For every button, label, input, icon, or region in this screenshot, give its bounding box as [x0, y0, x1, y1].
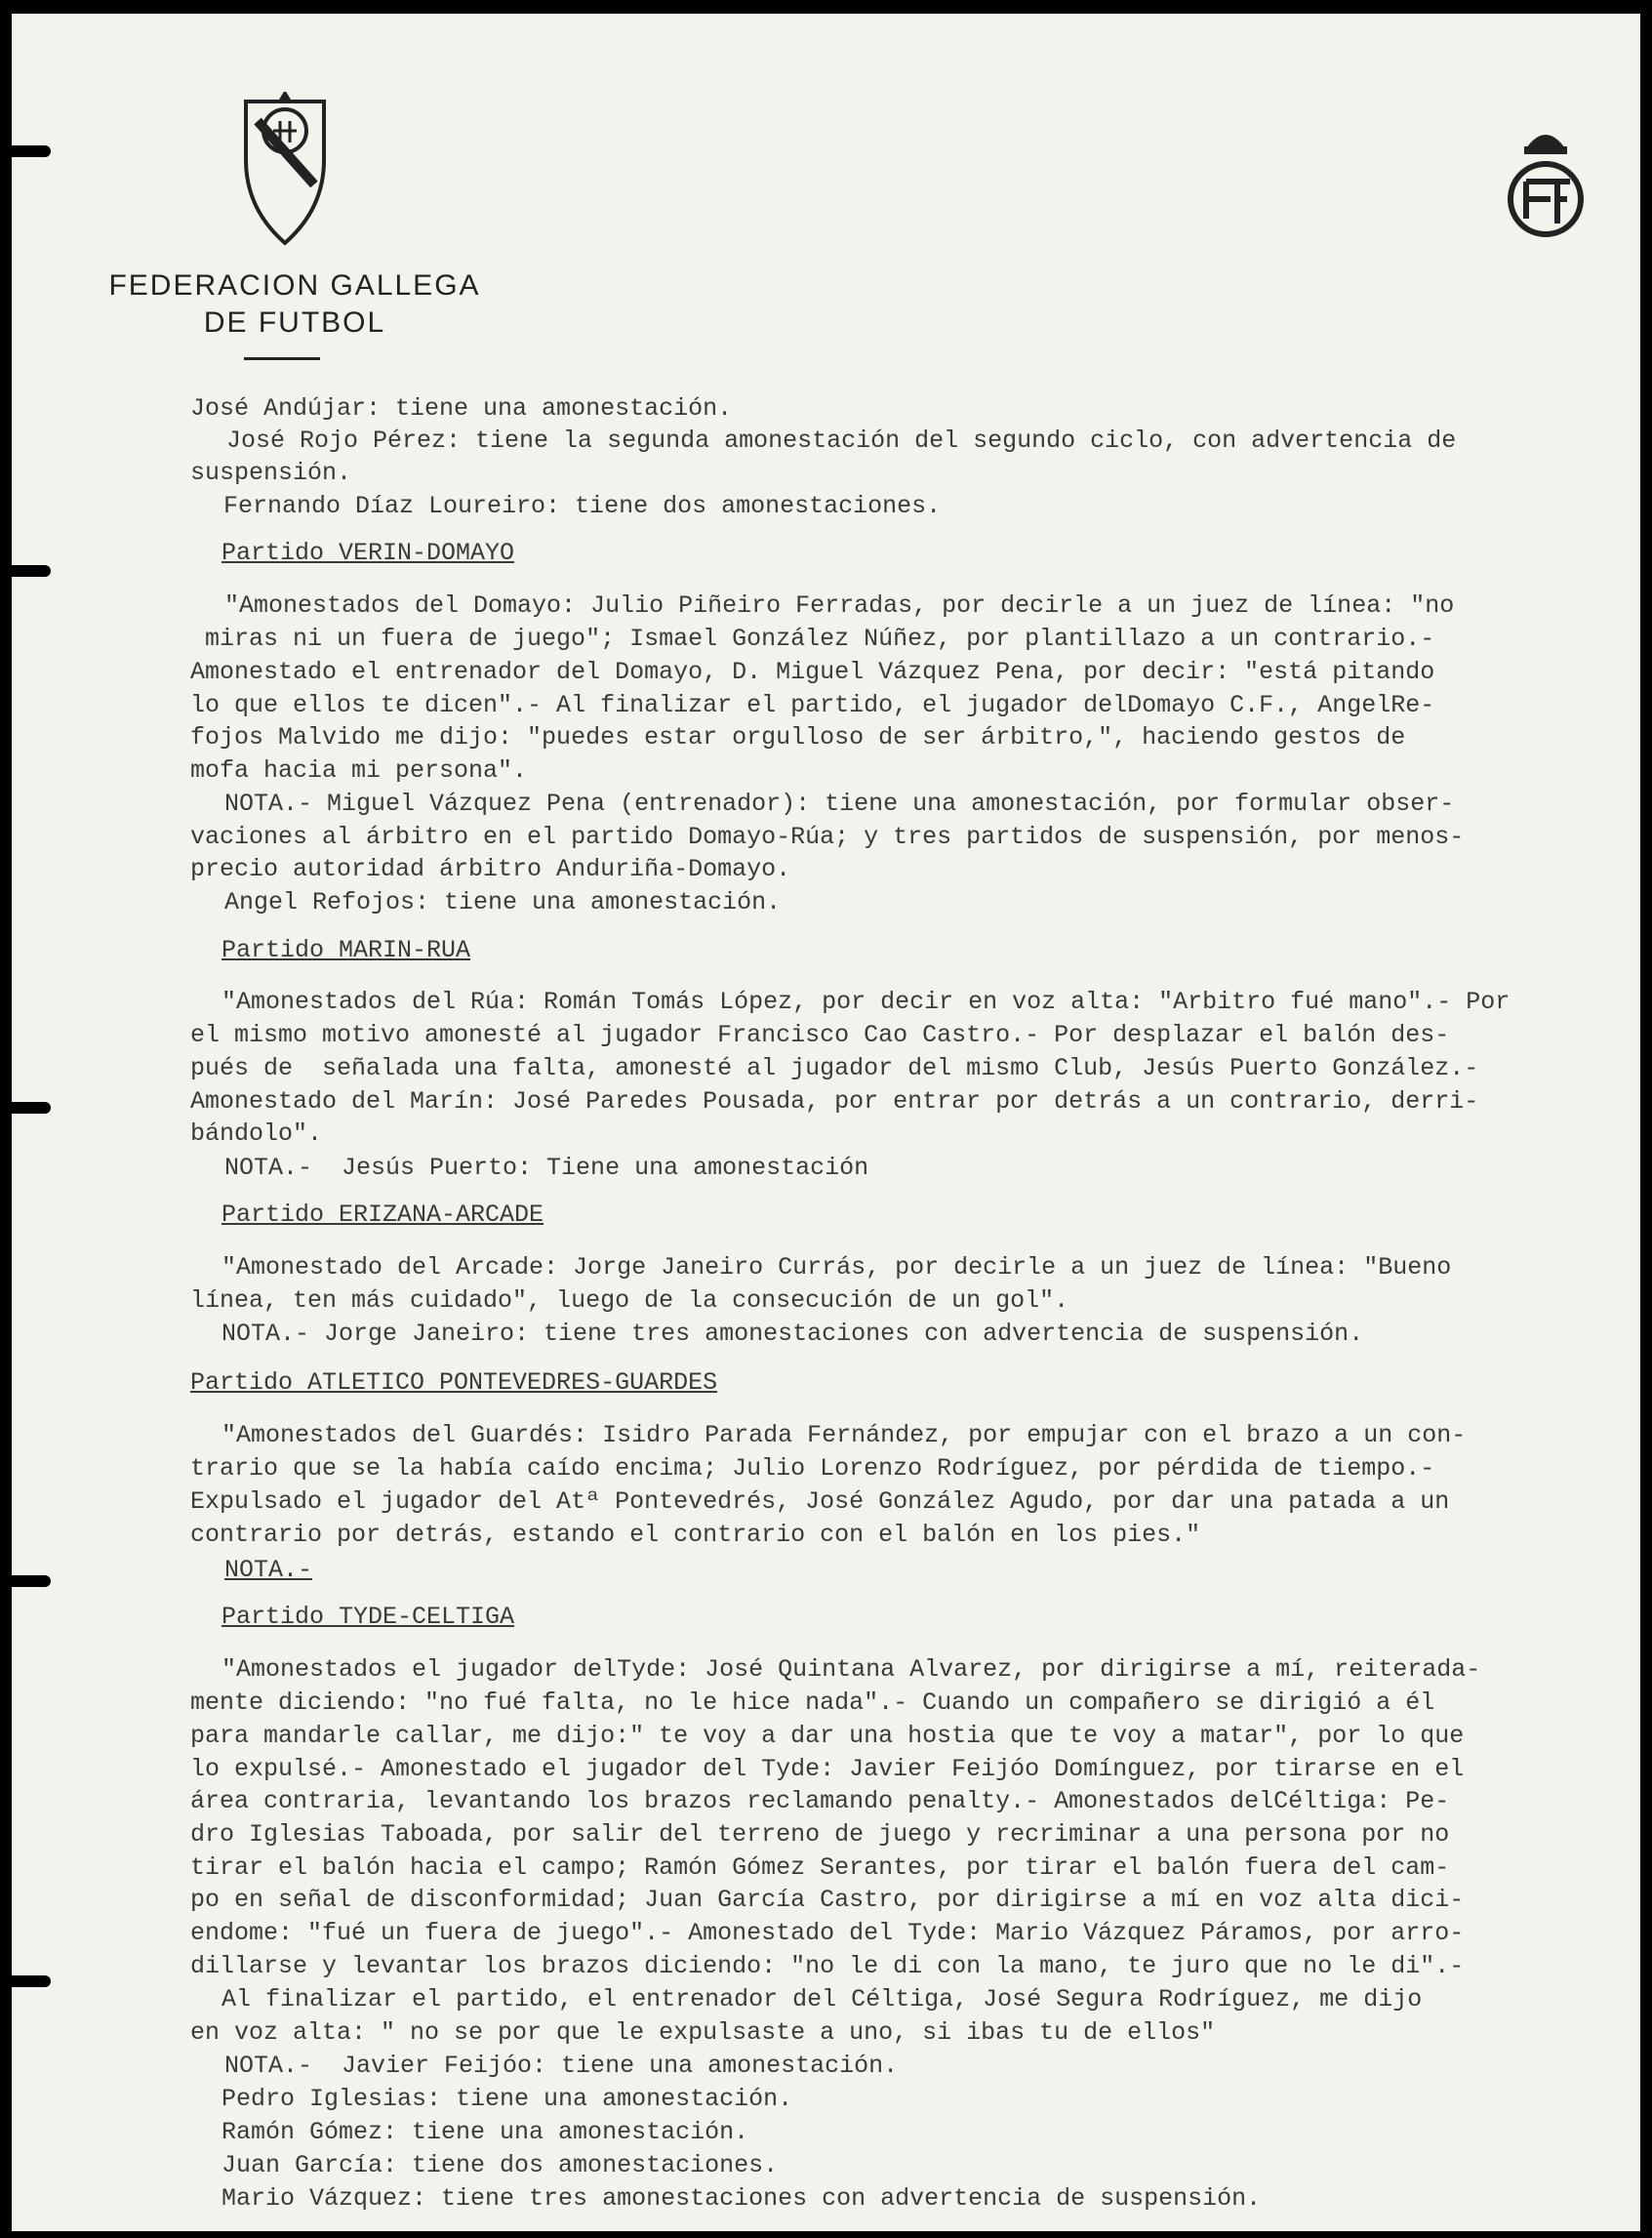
text-line: mofa hacia mi persona". [190, 756, 528, 785]
text-line: lo que ellos te dicen".- Al finalizar el partido, el jugador delDomayo C.F., AngelRe- [190, 691, 1435, 719]
text-line: precio autoridad árbitro Anduriña-Domayo. [190, 855, 791, 883]
text-line: Fernando Díaz Loureiro: tiene dos amonestaciones. [223, 492, 942, 520]
text-line: dillarse y levantar los brazos diciendo: "no le di con la mano, te juro que no le di".- [190, 1952, 1465, 1980]
text-line: Ramón Gómez: tiene una amonestación. [222, 2118, 749, 2146]
text-line: Al finalizar el partido, el entrenador del Céltiga, José Segura Rodríguez, me dijo [222, 1985, 1423, 2014]
text-line: Juan García: tiene dos amonestaciones. [222, 2151, 779, 2179]
text-line: bándolo". [190, 1119, 323, 1148]
organization-name-line2: DE FUTBOL [203, 306, 386, 339]
organization-name-line1: FEDERACION GALLEGA [108, 269, 481, 302]
note-line: NOTA.- [224, 1556, 313, 1584]
text-line: área contraria, levantando los brazos reclamando penalty.- Amonestados delCéltiga: Pe- [190, 1787, 1450, 1815]
text-line: José Andújar: tiene una amonestación. [190, 394, 733, 423]
text-line: el mismo motivo amonesté al jugador Francisco Cao Castro.- Por desplazar el balón des- [190, 1021, 1450, 1049]
text-line: "Amonestados del Rúa: Román Tomás López, por decir en voz alta: "Arbitro fué mano".- Por [222, 988, 1511, 1016]
text-line: Pedro Iglesias: tiene una amonestación. [222, 2085, 793, 2113]
text-line: vaciones al árbitro en el partido Domayo-Rúa; y tres partidos de suspensión, por menos- [190, 823, 1465, 851]
text-line: miras ni un fuera de juego"; Ismael González Núñez, por plantillazo a un contrario.- [205, 625, 1435, 653]
text-line: suspensión. [190, 459, 352, 487]
text-line: pués de señalada una falta, amonesté al jugador del mismo Club, Jesús Puerto González.- [190, 1054, 1479, 1082]
text-line: lo expulsé.- Amonestado el jugador del Tyde: Javier Feijóo Domínguez, por tirarse en el [190, 1755, 1465, 1783]
text-line: contrario por detrás, estando el contrario con el balón en los pies." [190, 1521, 1201, 1549]
text-line: dro Iglesias Taboada, por salir del terreno de juego y recriminar a una persona por no [190, 1820, 1450, 1849]
note-line: NOTA.- Miguel Vázquez Pena (entrenador): tiene una amonestación, por formular obser- [224, 790, 1455, 818]
note-line: NOTA.- Javier Feijóo: tiene una amonestación. [224, 2052, 899, 2080]
match-heading: Partido VERIN-DOMAYO [222, 539, 515, 567]
text-line: trario que se la había caído encima; Julio Lorenzo Rodríguez, por pérdida de tiempo.- [190, 1454, 1435, 1483]
text-line: po en señal de disconformidad; Juan García Castro, por dirigirse a mí en voz alta dici- [190, 1886, 1465, 1914]
document-page [12, 14, 1640, 2231]
match-heading: Partido ERIZANA-ARCADE [222, 1200, 544, 1229]
text-line: José Rojo Pérez: tiene la segunda amonestación del segundo ciclo, con advertencia de [226, 427, 1457, 455]
text-line: endome: "fué un fuera de juego".- Amonestado del Tyde: Mario Vázquez Páramos, por arro- [190, 1919, 1465, 1947]
text-line: para mandarle callar, me dijo:" te voy a dar una hostia que te voy a matar", por lo que [190, 1722, 1465, 1750]
match-heading: Partido ATLETICO PONTEVEDRES-GUARDES [190, 1368, 718, 1397]
text-line: "Amonestados del Guardés: Isidro Parada Fernández, por empujar con el brazo a un con- [222, 1421, 1467, 1449]
text-line: Amonestado del Marín: José Paredes Pousada, por entrar por detrás a un contrario, derri- [190, 1087, 1479, 1116]
text-line: "Amonestado del Arcade: Jorge Janeiro Currás, por decirle a un juez de línea: "Bueno [222, 1253, 1452, 1282]
text-line: tirar el balón hacia el campo; Ramón Gómez Serantes, por tirar el balón fuera del cam- [190, 1853, 1450, 1882]
match-heading: Partido TYDE-CELTIGA [222, 1603, 515, 1631]
text-line: mente diciendo: "no fué falta, no le hice nada".- Cuando un compañero se dirigió a él [190, 1689, 1435, 1717]
text-line: línea, ten más cuidado", luego de la consecución de un gol". [190, 1286, 1069, 1315]
text-line: "Amonestados del Domayo: Julio Piñeiro Ferradas, por decirle a un juez de línea: "no [224, 591, 1455, 620]
text-line: Expulsado el jugador del Atª Pontevedrés, José González Agudo, por dar una patada a un [190, 1487, 1450, 1516]
text-line: fojos Malvido me dijo: "puedes estar orgulloso de ser árbitro,", haciendo gestos de [190, 723, 1406, 752]
text-line: Amonestado el entrenador del Domayo, D. Miguel Vázquez Pena, por decir: "está pitando [190, 658, 1435, 686]
typed-report-body [12, 14, 1640, 2231]
match-heading: Partido MARIN-RUA [222, 936, 471, 964]
note-line: NOTA.- Jesús Puerto: Tiene una amonestación [224, 1154, 869, 1182]
text-line: "Amonestados el jugador delTyde: José Quintana Alvarez, por dirigirse a mí, reiterada- [222, 1655, 1481, 1684]
text-line: Mario Vázquez: tiene tres amonestaciones con advertencia de suspensión. [222, 2184, 1262, 2213]
text-line: en voz alta: " no se por que le expulsaste a uno, si ibas tu de ellos" [190, 2018, 1216, 2047]
text-line: Angel Refojos: tiene una amonestación. [224, 888, 782, 916]
note-line: NOTA.- Jorge Janeiro: tiene tres amonestaciones con advertencia de suspensión. [222, 1320, 1364, 1348]
